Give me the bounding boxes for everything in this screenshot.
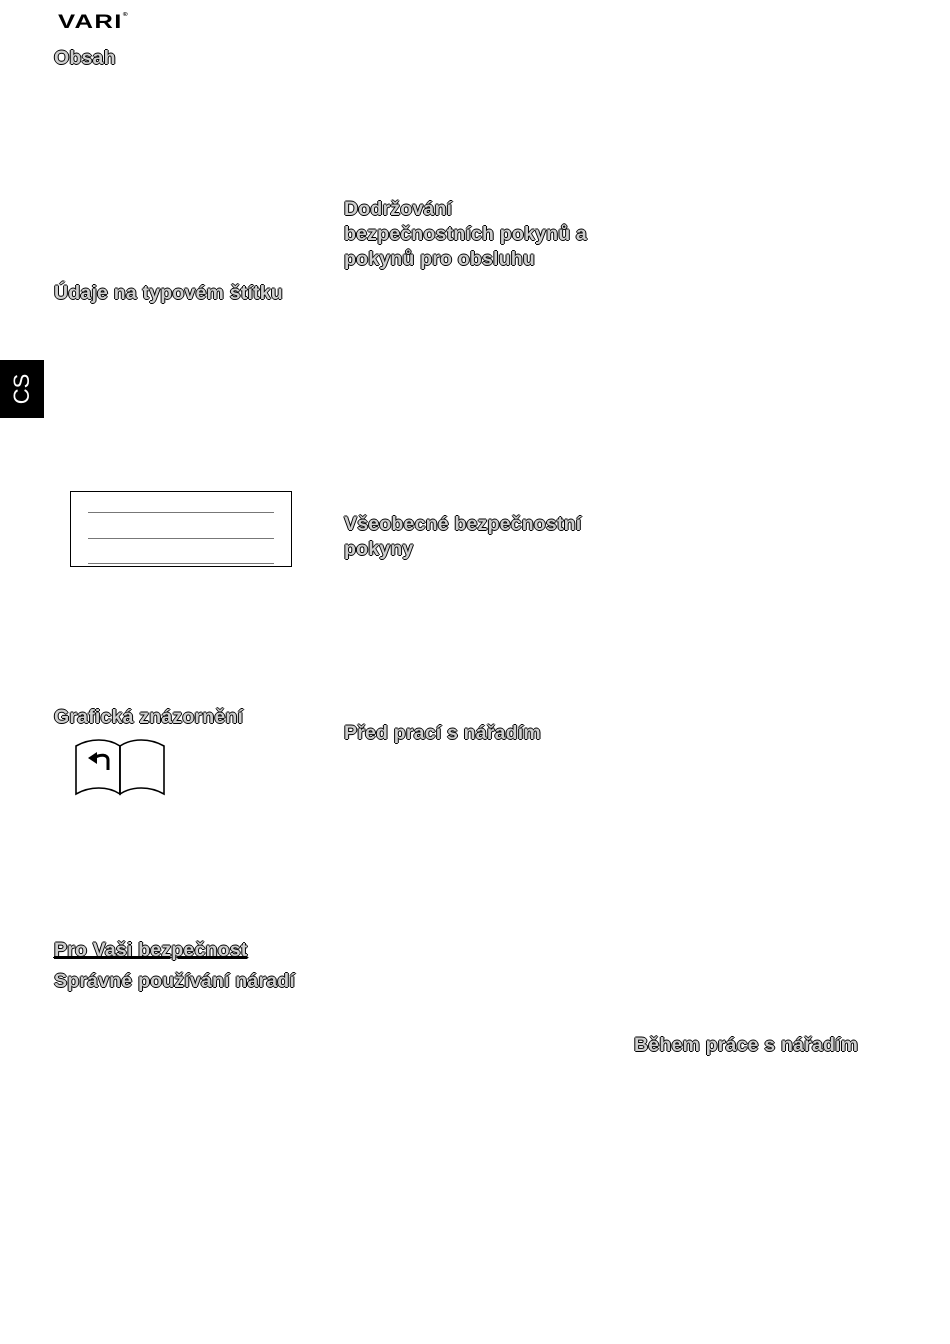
- heading-general-safety-line1: Všeobecné bezpečnostní: [344, 513, 582, 535]
- language-tab: [0, 360, 44, 418]
- heading-for-your-safety: Pro Vaši bezpečnost: [54, 939, 248, 961]
- heading-graphics: Grafická znázornění: [54, 706, 244, 728]
- heading-correct-use: Správné používání náradí: [54, 970, 296, 992]
- heading-compliance-line2: bezpečnostních pokynů a: [344, 223, 587, 245]
- heading-general-safety-line2: pokyny: [344, 538, 414, 560]
- rating-plate-icon: [70, 491, 292, 567]
- language-tab-label: CS: [9, 373, 34, 405]
- heading-during-work: Během práce s nářadím: [634, 1034, 859, 1056]
- vari-logo: VARI®: [58, 12, 130, 33]
- read-manual-book-icon: [72, 736, 168, 803]
- heading-before-work: Před prací s nářadím: [344, 722, 541, 744]
- heading-rating-plate: Údaje na typovém štítku: [54, 282, 283, 304]
- heading-compliance-line3: pokynů pro obsluhu: [344, 248, 536, 270]
- heading-compliance-line1: Dodržování: [344, 198, 453, 220]
- heading-contents: Obsah: [54, 47, 116, 69]
